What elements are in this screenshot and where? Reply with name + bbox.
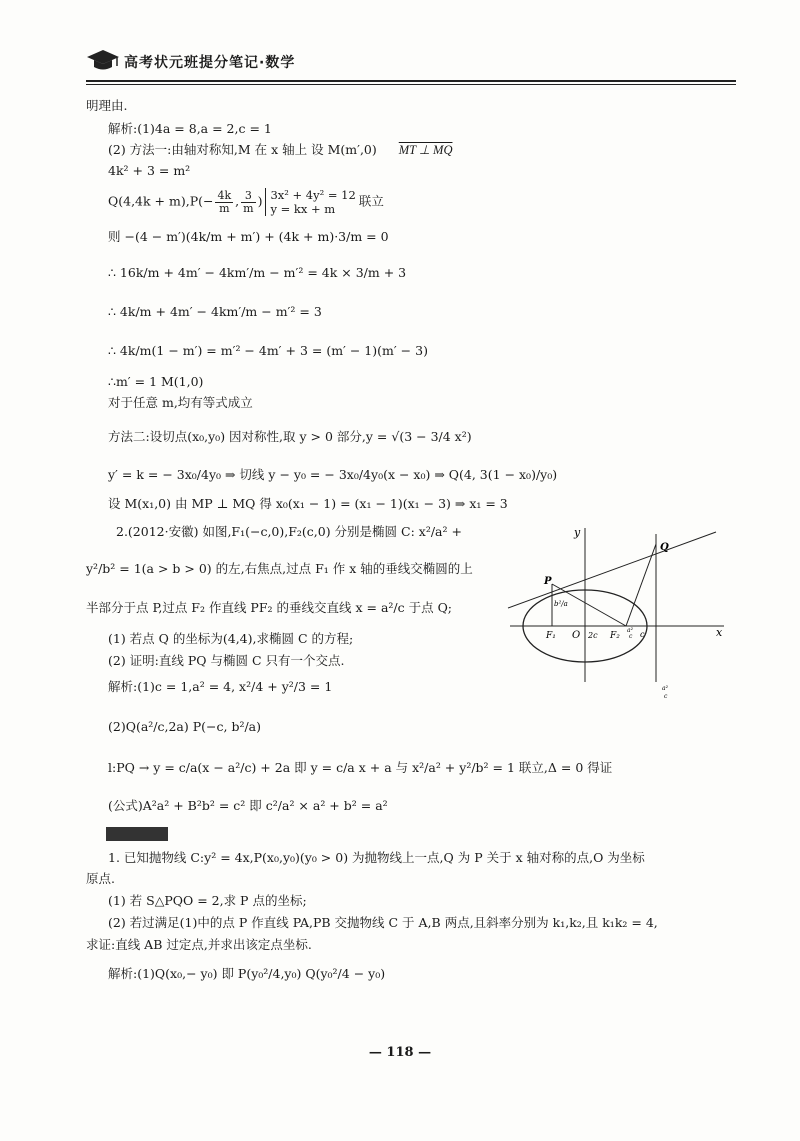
- label-b2a: b²/a: [554, 600, 568, 608]
- text-line: 则 −(4 − m′)(4k/m + m′) + (4k + m)·3/m = 0: [108, 229, 389, 244]
- section-label-box: [106, 827, 168, 841]
- text-line: (2) 若过满足(1)中的点 P 作直线 PA,PB 交抛物线 C 于 A,B 两点,且斜率分别为 k₁,k₂,且 k₁k₂ = 4,: [108, 915, 658, 930]
- label-y: y: [574, 526, 581, 539]
- text-line: ∴m′ = 1 M(1,0): [108, 374, 204, 389]
- equation-system: 3x² + 4y² = 12 y = kx + m: [265, 188, 355, 216]
- page-header: [86, 46, 736, 82]
- page-number: — 118 —: [368, 1045, 432, 1060]
- text-line: 1. 已知抛物线 C:y² = 4x,P(x₀,y₀)(y₀ > 0) 为抛物线上一点,Q 为 P 关于 x 轴对称的点,O 为坐标: [108, 850, 645, 865]
- fraction: $\frac{3}{m}$: [243, 188, 254, 215]
- text-line: l:PQ → y = c/a(x − a²/c) + 2a 即 y = c/a x + a 与 x²/a² + y²/b² = 1 联立,Δ = 0 得证: [108, 760, 613, 775]
- text-span: Q(4,4k + m),P(−: [108, 193, 214, 209]
- fraction: $\frac{4k}{m}$: [217, 188, 232, 215]
- text-line: (1) 若点 Q 的坐标为(4,4),求椭圆 C 的方程;: [108, 631, 354, 646]
- text-line: (2)Q(a²/c,2a) P(−c, b²/a): [108, 719, 261, 734]
- text-line: [108, 141, 452, 159]
- header-rule: [86, 80, 736, 82]
- text-line: 半部分于点 P,过点 F₂ 作直线 PF₂ 的垂线交直线 x = a²/c 于点 Q;: [86, 600, 453, 615]
- label-f1: F₁: [546, 631, 556, 641]
- text-line: y²/b² = 1(a > b > 0) 的左,右焦点,过点 F₁ 作 x 轴的垂线交椭圆的上: [86, 561, 473, 576]
- text-line: 解析:(1)c = 1,a² = 4, x²/4 + y²/3 = 1: [108, 679, 333, 694]
- text-line: (2) 证明:直线 PQ 与椭圆 C 只有一个交点.: [108, 653, 345, 668]
- label-c-mark: c: [640, 630, 645, 639]
- label-f2: F₂: [610, 631, 620, 641]
- graduation-cap-icon: [86, 48, 120, 72]
- text-line: 解析:(1)Q(x₀,− y₀) 即 P(y₀²/4,y₀) Q(y₀²/4 − y₀): [108, 966, 386, 981]
- ellipse-figure: [506, 522, 732, 712]
- text-line: 明理由.: [86, 98, 128, 113]
- label-p: P: [544, 576, 552, 587]
- text-line: ∴ 4k/m(1 − m′) = m′² − 4m′ + 3 = (m′ − 1)(m′ − 3): [108, 343, 428, 358]
- label-a2c2-top: a²: [662, 685, 668, 692]
- text-line: 2.(2012·安徽) 如图,F₁(−c,0),F₂(c,0) 分别是椭圆 C: x²/a² +: [116, 524, 462, 539]
- label-x: x: [716, 626, 723, 639]
- tangent-line: [508, 532, 716, 608]
- text-line: 原点.: [86, 871, 115, 886]
- label-a2c-top: a²: [627, 627, 633, 634]
- text-line: (1) 若 S△PQO = 2,求 P 点的坐标;: [108, 893, 307, 908]
- text-line: 4k² + 3 = m²: [108, 163, 191, 178]
- label-o: O: [572, 630, 581, 641]
- text-line: 方法二:设切点(x₀,y₀) 因对称性,取 y > 0 部分,y = √(3 − 3/4 x²): [108, 429, 472, 444]
- label-a2c-bot: c: [629, 633, 633, 640]
- text-span: (2) 方法一:由轴对称知,M 在 x 轴上 设 M(m′,0): [108, 142, 377, 157]
- text-line: ∴ 4k/m + 4m′ − 4km′/m − m′² = 3: [108, 304, 322, 319]
- text-line: y′ = k = − 3x₀/4y₀ ⇒ 切线 y − y₀ = − 3x₀/4y₀(x − x₀) ⇒ Q(4, 3(1 − x₀)/y₀): [108, 467, 558, 482]
- text-line: (公式)A²a² + B²b² = c² 即 c²/a² × a² + b² = a²: [108, 798, 388, 813]
- label-2c: 2c: [588, 631, 598, 640]
- text-line: ∴ 16k/m + 4m′ − 4km′/m − m′² = 4k × 3/m + 3: [108, 265, 407, 280]
- header-rule-thin: [86, 84, 736, 85]
- text-line: 对于任意 m,均有等式成立: [108, 395, 253, 410]
- label-a2c2-bot: c: [664, 693, 668, 700]
- vector-text: MT ⊥ MQ: [398, 143, 453, 157]
- text-line: Q(4,4k + m),P(− $\frac{4k}{m}$ , $\frac{3}{m}$ ) 3x² + 4y² = 12 y = kx + m 联立: [108, 188, 384, 216]
- text-line: 求证:直线 AB 过定点,并求出该定点坐标.: [86, 937, 312, 952]
- text-line: 设 M(x₁,0) 由 MP ⊥ MQ 得 x₀(x₁ − 1) = (x₁ − 1)(x₁ − 3) ⇒ x₁ = 3: [108, 496, 508, 511]
- text-line: 解析:(1)4a = 8,a = 2,c = 1: [108, 121, 272, 136]
- text-span: 联立: [358, 193, 384, 209]
- segment-f2q: [626, 544, 656, 626]
- label-q: Q: [660, 542, 669, 553]
- header-title: 高考状元班提分笔记·数学: [124, 55, 296, 71]
